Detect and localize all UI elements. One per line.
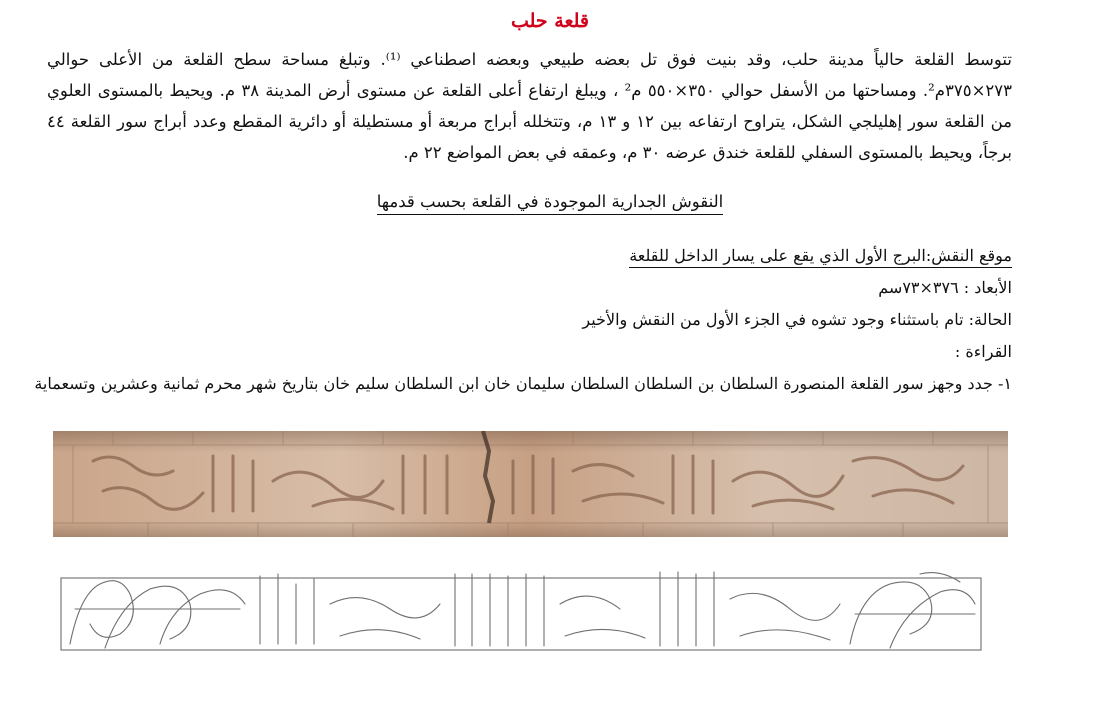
page-title: قلعة حلب	[510, 10, 590, 32]
inscription-details	[12, 240, 1012, 400]
dimensions-row: الأبعاد : ٣٧٦×٧٣سم	[878, 278, 1012, 297]
reading-label: القراءة :	[954, 342, 1012, 361]
reading-line-1: ١- جدد وجهز سور القلعة المنصورة السلطان بن السلطان السلطان سليمان خان ابن السلطان سليم خان بتاريخ شهر محرم ثمانية وعشرين وتسعماية	[34, 374, 1012, 393]
location-label-text: موقع النقش:	[925, 246, 1012, 265]
inscription-drawing	[60, 564, 982, 656]
inscription-photo-image	[53, 431, 1008, 537]
inscription-drawing-image	[60, 564, 982, 656]
intro-paragraph: تتوسط القلعة حالياً مدينة حلب، وقد بنيت فوق تل بعضه طبيعي وبعضه اصطناعي ⁽¹⁾. وتبلغ مساحة سطح القلعة من الأعلى حوالي ٢٧٣×٣٧٥م². ومساحتها من الأسفل حوالي ٣٥٠×٥٥٠ م² ، ويبلغ ارتفاع أعلى القلعة عن مستوى أرض المدينة ٣٨ م. ويحيط بالمستوى العلوي من القلعة سور إهليلجي الشكل، يتراوح ارتفاعه بين ١٢ و ١٣ م، وتتخلله أبراج مربعة أو مستطيلة أو دائرية المقطع وعدد أبراج سور القلعة ٤٤ برجاً، ويحيط بالمستوى السفلي للقلعة خندق عرضه ٣٠ م، وعمقه في بعض المواضع ٢٢ م.	[47, 50, 1013, 162]
section-heading: النقوش الجدارية الموجودة في القلعة بحسب قدمها	[377, 192, 723, 215]
location-row	[12, 240, 1012, 272]
section-heading-wrap	[0, 192, 1100, 215]
condition-row: الحالة: تام باستثناء وجود تشوه في الجزء الأول من النقش والأخير	[582, 310, 1012, 329]
location-label	[629, 246, 1012, 268]
inscription-photo	[53, 431, 1008, 537]
location-value: البرج الأول الذي يقع على يسار الداخل للقلعة	[629, 246, 926, 265]
